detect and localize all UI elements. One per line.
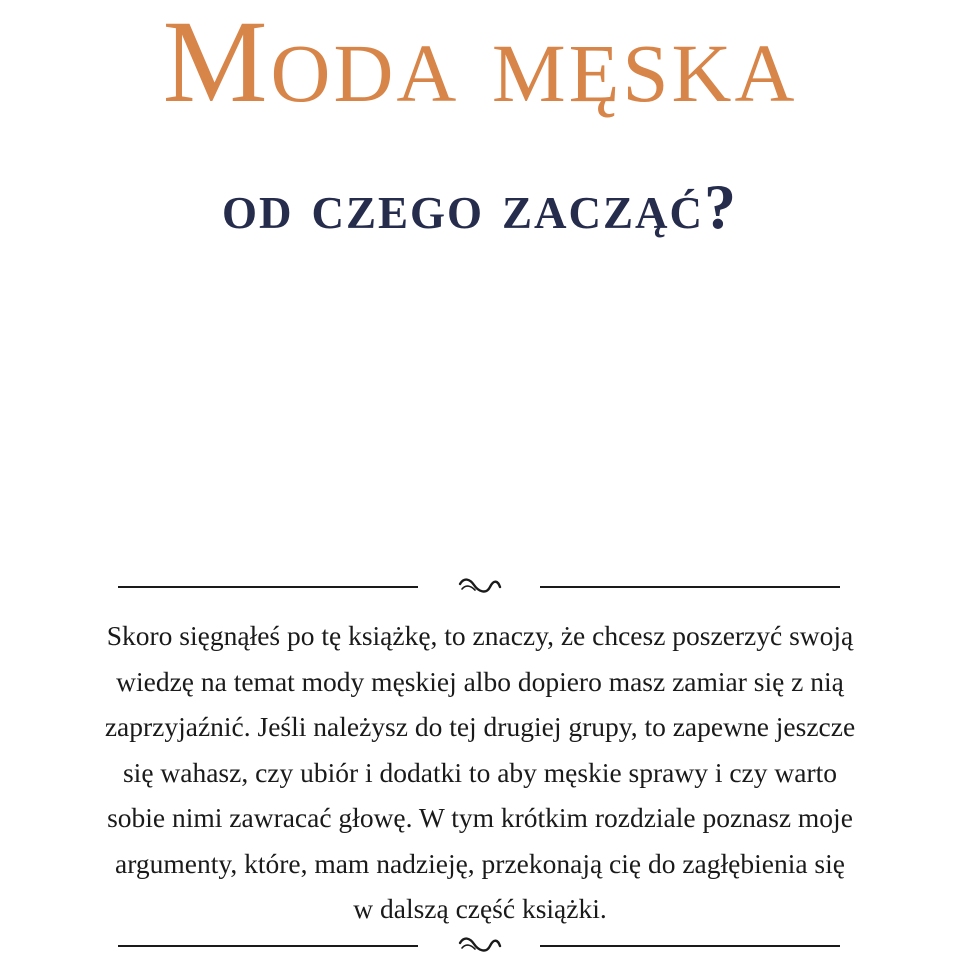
swash-ornament-icon — [458, 575, 502, 597]
swash-ornament-icon — [458, 934, 502, 956]
divider-line-left — [118, 586, 418, 588]
ornamental-divider-top — [0, 571, 960, 601]
page-title: Moda męska — [162, 0, 798, 127]
divider-line-right — [540, 586, 840, 588]
intro-line: argumenty, które, mam nadzieję, przekonają cię do zagłębienia się — [115, 847, 845, 879]
intro-line: wiedzę na temat mody męskiej albo dopiero masz zamiar się z nią — [116, 665, 844, 697]
divider-line-left — [118, 945, 418, 947]
intro-paragraph — [4, 613, 956, 932]
intro-line: się wahasz, czy ubiór i dodatki to aby męskie sprawy i czy warto — [122, 756, 838, 788]
intro-line: Skoro sięgnąłeś po tę książkę, to znaczy, że chcesz poszerzyć swoją — [106, 620, 854, 651]
intro-line: sobie nimi zawracać głowę. W tym krótkim rozdziale poznasz moje — [107, 802, 853, 833]
ornamental-divider-bottom — [0, 930, 960, 960]
page-subtitle: od czego zacząć? — [221, 171, 739, 242]
divider-line-right — [540, 945, 840, 947]
intro-line: w dalszą część książki. — [353, 893, 607, 924]
intro-line: zaprzyjaźnić. Jeśli należysz do tej drugiej grupy, to zapewne jeszcze — [104, 711, 856, 742]
